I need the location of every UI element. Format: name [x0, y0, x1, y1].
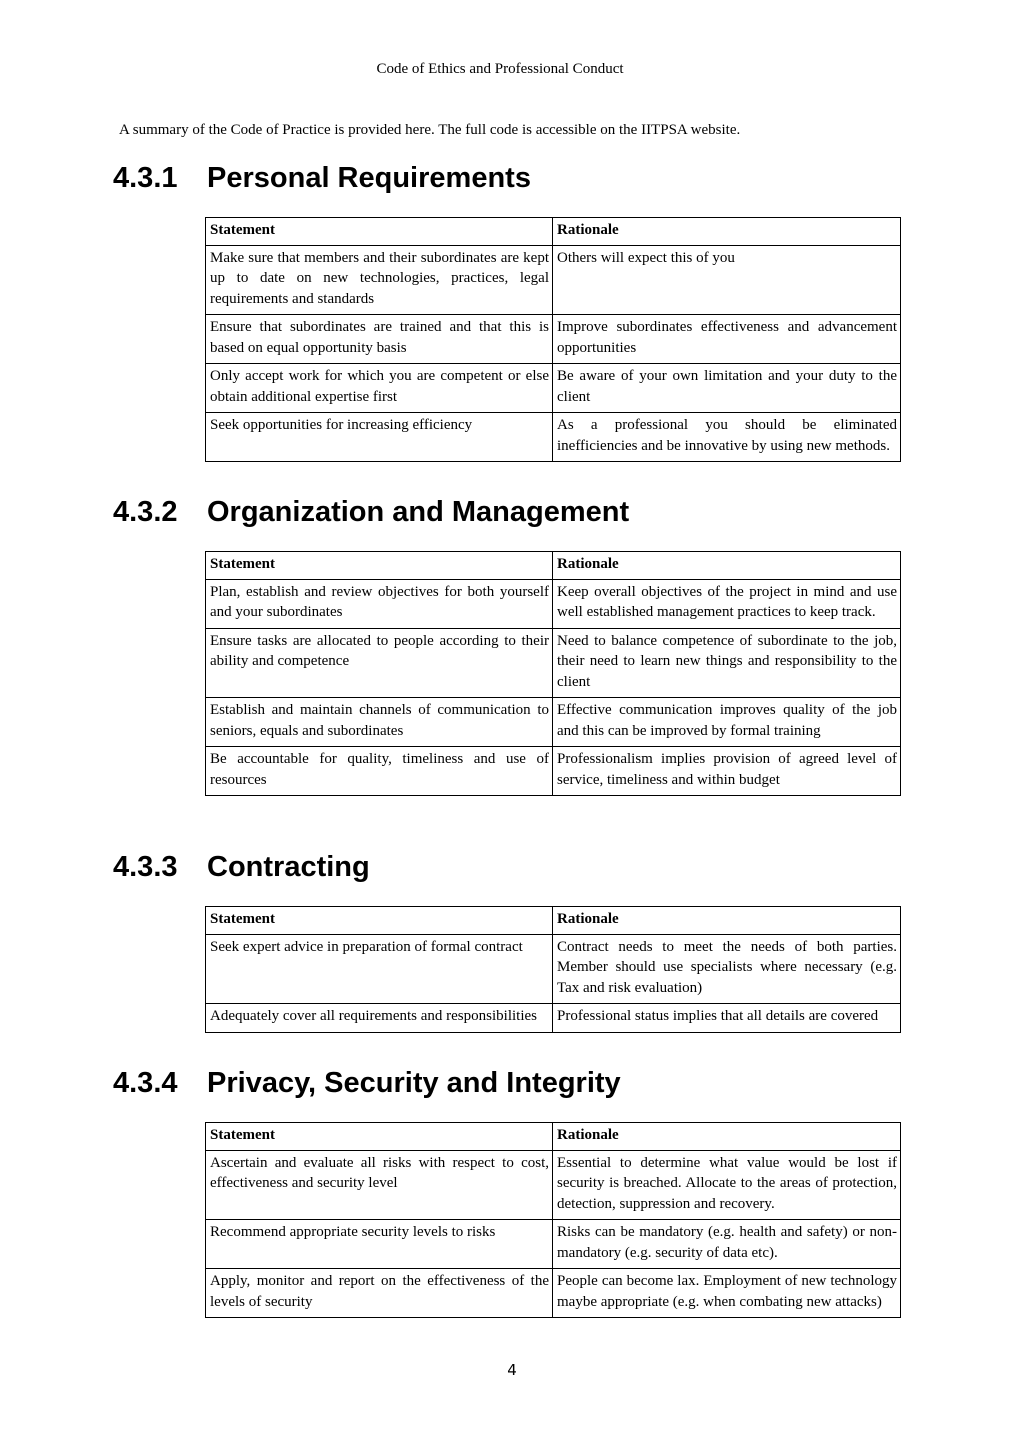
rationale-cell: As a professional you should be eliminated inefficiencies and be innovative by using new methods.: [553, 413, 901, 462]
table-row: [206, 315, 901, 364]
table-row: [206, 579, 901, 628]
rationale-column-header: Rationale: [553, 218, 901, 246]
statement-cell: Make sure that members and their subordinates are kept up to date on new technologies, practices, legal requirements and standards: [206, 245, 553, 315]
statement-column-header: Statement: [206, 907, 553, 935]
rationale-cell: People can become lax. Employment of new technology maybe appropriate (e.g. when combating new attacks): [553, 1269, 901, 1318]
section-title: Privacy, Security and Integrity: [207, 1067, 621, 1099]
table-row: [206, 698, 901, 747]
statement-cell: Plan, establish and review objectives for both yourself and your subordinates: [206, 579, 553, 628]
contracting-table: [205, 906, 901, 1033]
organization-management-table: [205, 551, 901, 796]
rationale-cell: Essential to determine what value would be lost if security is breached. Allocate to the areas of protection, detection, suppression and recovery.: [553, 1150, 901, 1220]
section-title: Personal Requirements: [207, 162, 531, 194]
rationale-cell: Effective communication improves quality of the job and this can be improved by formal training: [553, 698, 901, 747]
rationale-column-header: Rationale: [553, 552, 901, 580]
statement-cell: Ascertain and evaluate all risks with respect to cost, effectiveness and security level: [206, 1150, 553, 1220]
page-number: 4: [507, 1361, 517, 1379]
statement-cell: Seek expert advice in preparation of formal contract: [206, 934, 553, 1004]
statement-cell: Seek opportunities for increasing efficiency: [206, 413, 553, 462]
table-row: [206, 413, 901, 462]
statement-cell: Only accept work for which you are competent or else obtain additional expertise first: [206, 364, 553, 413]
rationale-cell: Keep overall objectives of the project in mind and use well established management practices to keep track.: [553, 579, 901, 628]
table-row: [206, 934, 901, 1004]
rationale-cell: Others will expect this of you: [553, 245, 901, 315]
table-row: [206, 245, 901, 315]
section-heading-personal-requirements: [113, 161, 531, 195]
table-header-row: [206, 907, 901, 935]
table-row: [206, 1220, 901, 1269]
section-heading-organization-management: [113, 495, 629, 529]
statement-cell: Ensure tasks are allocated to people according to their ability and competence: [206, 628, 553, 698]
rationale-cell: Risks can be mandatory (e.g. health and safety) or non-mandatory (e.g. security of data etc).: [553, 1220, 901, 1269]
statement-cell: Adequately cover all requirements and responsibilities: [206, 1004, 553, 1033]
statement-cell: Ensure that subordinates are trained and that this is based on equal opportunity basis: [206, 315, 553, 364]
personal-requirements-table: [205, 217, 901, 462]
intro-paragraph: A summary of the Code of Practice is provided here. The full code is accessible on the IITPSA website.: [119, 122, 741, 138]
statement-column-header: Statement: [206, 552, 553, 580]
statement-cell: Apply, monitor and report on the effectiveness of the levels of security: [206, 1269, 553, 1318]
section-title: Organization and Management: [207, 496, 630, 528]
rationale-column-header: Rationale: [553, 907, 901, 935]
statement-cell: Recommend appropriate security levels to risks: [206, 1220, 553, 1269]
rationale-cell: Professional status implies that all details are covered: [553, 1004, 901, 1033]
running-header: Code of Ethics and Professional Conduct: [376, 61, 624, 77]
statement-column-header: Statement: [206, 218, 553, 246]
section-number: 4.3.2: [113, 496, 178, 528]
section-number: 4.3.3: [113, 851, 178, 883]
table-row: [206, 747, 901, 796]
statement-cell: Be accountable for quality, timeliness and use of resources: [206, 747, 553, 796]
table-row: [206, 1004, 901, 1033]
section-number: 4.3.1: [113, 162, 178, 194]
rationale-column-header: Rationale: [553, 1123, 901, 1151]
rationale-cell: Improve subordinates effectiveness and advancement opportunities: [553, 315, 901, 364]
privacy-security-table: [205, 1122, 901, 1318]
rationale-cell: Need to balance competence of subordinate to the job, their need to learn new things and responsibility to the client: [553, 628, 901, 698]
statement-cell: Establish and maintain channels of communication to seniors, equals and subordinates: [206, 698, 553, 747]
table-row: [206, 628, 901, 698]
table-header-row: [206, 1123, 901, 1151]
section-title: Contracting: [207, 851, 370, 883]
table-row: [206, 1269, 901, 1318]
statement-column-header: Statement: [206, 1123, 553, 1151]
rationale-cell: Professionalism implies provision of agreed level of service, timeliness and within budget: [553, 747, 901, 796]
table-header-row: [206, 552, 901, 580]
table-row: [206, 1150, 901, 1220]
rationale-cell: Contract needs to meet the needs of both parties. Member should use specialists where necessary (e.g. Tax and risk evaluation): [553, 934, 901, 1004]
rationale-cell: Be aware of your own limitation and your duty to the client: [553, 364, 901, 413]
table-header-row: [206, 218, 901, 246]
section-heading-contracting: [113, 850, 370, 884]
table-row: [206, 364, 901, 413]
section-number: 4.3.4: [113, 1067, 178, 1099]
section-heading-privacy-security: [113, 1066, 621, 1100]
